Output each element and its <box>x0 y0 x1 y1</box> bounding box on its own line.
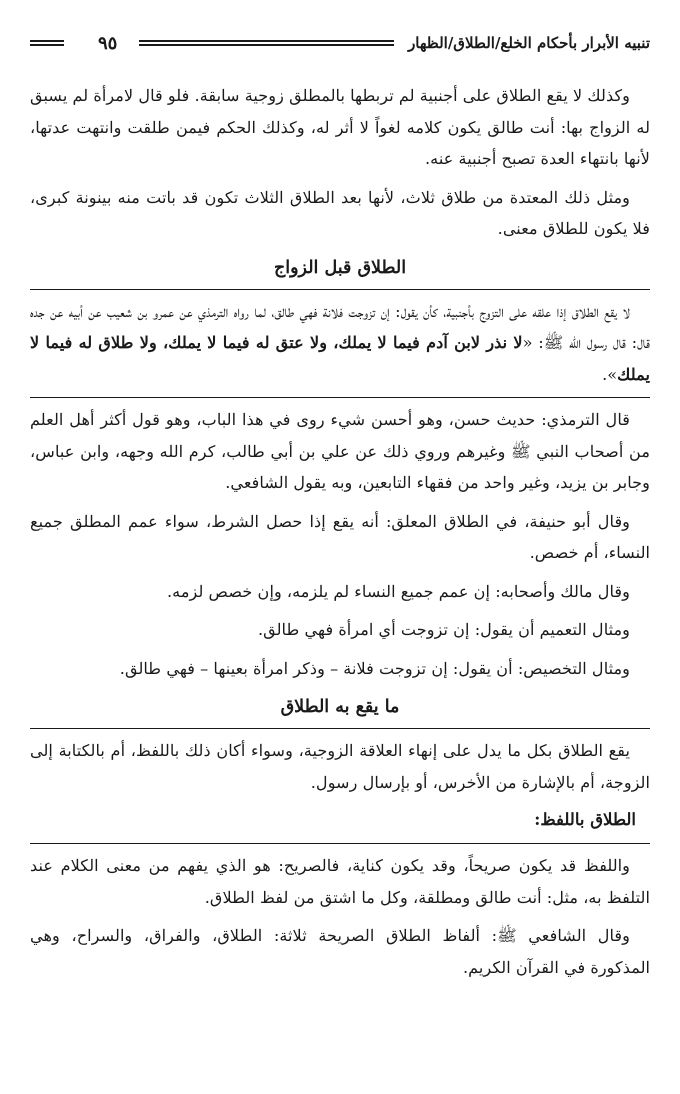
section-rule <box>30 289 650 290</box>
paragraph-shafii-words: وقال الشافعي ﷺ: ألفاظ الطلاق الصريحة ثلاثة: الطلاق، والفراق، والسراح، وهي المذكورة في القرآن الكريم. <box>30 926 650 977</box>
paragraph-abu-hanifa: وقال أبو حنيفة، في الطلاق المعلق: أنه يقع إذا حصل الشرط، سواء عمم المطلق جميع النساء، أم خصص. <box>30 511 650 562</box>
paragraph-tirmidhi: قال الترمذي: حديث حسن، وهو أحسن شيء روى في هذا الباب، وهو قول أكثر أهل العلم من أصحاب النبي ﷺ وغيرهم وروي ذلك عن علي بن أبي طالب، كرم الله وجهه، وابن عباس، وجابر بن يزيد، وغير واحد من فقهاء التابعين، وبه يقول الشافعي. <box>30 410 650 492</box>
running-header <box>30 30 650 56</box>
header-rule-short <box>30 40 64 46</box>
hadith-close: ». <box>602 364 618 384</box>
paragraph-foreign-woman: وكذلك لا يقع الطلاق على أجنبية لم تربطها بالمطلق زوجية سابقة. فلو قال لامرأة لم يسبق له الزواج بها: أنت طالق يكون كلامه لغواً لا أثر له، وكذلك الحكم فيمن طلقت وانتهت عدتها، لأنها بانتهاء العدة تصبح أجنبية عنه. <box>30 86 650 168</box>
paragraph-specification-example: ومثال التخصيص: أن يقول: إن تزوجت فلانة – وذكر امرأة بعينها – فهي طالق. <box>119 658 630 678</box>
paragraph-means-of-divorce: يقع الطلاق بكل ما يدل على إنهاء العلاقة الزوجية، وسواء أكان ذلك باللفظ، أم بالكتابة إلى الزوجة، أم بالإشارة من الأخرس، أو بإرسال رسول. <box>30 741 650 792</box>
section-heading-divorce-before-marriage: الطلاق قبل الزواج <box>273 257 407 278</box>
hadith-intro: لا يقع الطلاق إذا علقه على التزوج بأجنبية، كأن يقول: إن تزوجت فلانة فهي طالق، لما رواه الترمذي عن عمرو بن شعيب عن أبيه عن جده قال: قال رسول الله ﷺ: « <box>30 301 650 352</box>
paragraph-generalization-example: ومثال التعميم أن يقول: إن تزوجت أي امرأة فهي طالق. <box>257 620 630 639</box>
paragraph-triple-divorce: ومثل ذلك المعتدة من طلاق ثلاث، لأنها بعد الطلاق الثلاث تكون قد باتت منه بينونة كبرى، فلا يكون للطلاق معنى. <box>30 187 650 238</box>
running-title: تنبيه الأبرار بأحكام الخلع/الطلاق/الظهار <box>408 34 650 52</box>
section-heading-what-effects-divorce: ما يقع به الطلاق <box>280 697 400 717</box>
hadith-text: لا نذر لابن آدم فيما لا يملك، ولا عتق له فيما لا يملك، ولا طلاق له فيما لا يملك <box>30 333 650 384</box>
paragraph-malik: وقال مالك وأصحابه: إن عمم جميع النساء لم يلزمه، وإن خصص لزمه. <box>167 581 630 601</box>
section-rule <box>30 843 650 844</box>
header-rule <box>139 40 394 46</box>
section-rule <box>30 397 650 398</box>
paragraph-hadith <box>30 296 650 391</box>
section-rule <box>30 728 650 729</box>
page-number: ٩٥ <box>98 32 118 54</box>
subheading-divorce-by-word: الطلاق باللفظ: <box>534 810 636 829</box>
paragraph-explicit-implicit: واللفظ قد يكون صريحاً، وقد يكون كناية، فالصريح: هو الذي يفهم من معنى الكلام عند التلفظ به، مثل: أنت طالق ومطلقة، وكل ما اشتق من لفظ الطلاق. <box>30 856 650 907</box>
